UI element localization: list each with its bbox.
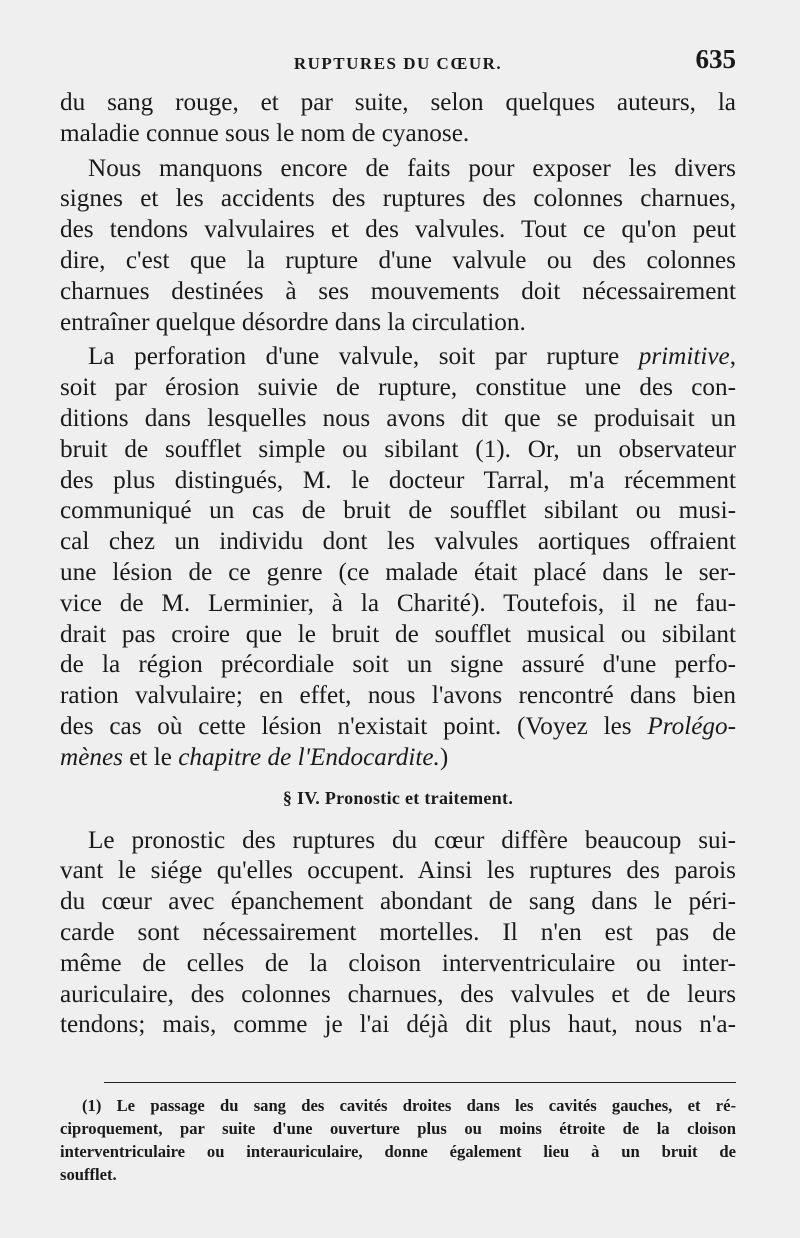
text-line: bruit de soufflet simple ou sibilant (1). Or, un observateur [60,435,736,463]
text-line: maladie connue sous le nom de cyanose. [60,119,470,147]
page-number: 635 [695,44,736,74]
text-line: ditions dans lesquelles nous avons dit que se produisait un [60,404,736,432]
paragraph-1 [60,88,736,150]
text-line: du sang rouge, et par suite, selon quelques auteurs, la [60,89,736,116]
text-line: La perforation d'une valvule, soit par rupture primitive, [88,343,736,371]
text-line: carde sont nécessairement mortelles. Il n'en est pas de [60,918,736,946]
paragraph-3 [60,342,736,773]
text-line: des plus distingués, M. le docteur Tarral, m'a récemment [60,466,736,494]
footnote [60,1094,736,1186]
text-line: auriculaire, des colonnes charnues, des valvules et de leurs [60,980,736,1008]
footnote-line: soufflet. [60,1165,117,1184]
text-line: mènes et le chapitre de l'Endocardite.) [60,743,449,771]
text-line: des cas où cette lésion n'existait point. (Voyez les Prolégo- [60,712,736,740]
text-line: drait pas croire que le bruit de soufflet musical ou sibilant [60,620,736,648]
text-line: Nous manquons encore de faits pour exposer les divers [88,154,736,182]
text-line: entraîner quelque désordre dans la circulation. [60,308,526,336]
body-text [60,88,736,1041]
page-header [60,44,736,84]
footnote-line: interventriculaire ou interauriculaire, donne également lieu à un bruit de [60,1142,736,1161]
paragraph-4 [60,826,736,1042]
text-line: vant le siége qu'elles occupent. Ainsi les ruptures des parois [60,857,736,885]
footnote-line: (1) Le passage du sang des cavités droites dans les cavités gauches, et ré- [82,1096,736,1115]
text-line: soit par érosion suivie de rupture, constitue une des con- [60,374,736,402]
footnote-rule [104,1082,736,1083]
text-line: ration valvulaire; en effet, nous l'avons rencontré dans bien [60,682,736,710]
text-line: communiqué un cas de bruit de soufflet sibilant ou musi- [60,497,736,525]
text-line: signes et les accidents des ruptures des colonnes charnues, [60,185,736,213]
text-line: tendons; mais, comme je l'ai déjà dit plus haut, nous n'a- [60,1011,736,1039]
text-line: vice de M. Lerminier, à la Charité). Toutefois, il ne fau- [60,589,736,617]
text-line: de la région précordiale soit un signe assuré d'une perfo- [60,651,736,679]
text-line: Le pronostic des ruptures du cœur diffère beaucoup sui- [88,826,736,854]
text-line: charnues destinées à ses mouvements doit nécessairement [60,277,736,305]
text-line: du cœur avec épanchement abondant de sang dans le péri- [60,888,736,916]
paragraph-2 [60,154,736,339]
text-line: des tendons valvulaires et des valvules. Tout ce qu'on peut [60,216,736,244]
section-heading: § IV. Pronostic et traitement. [282,787,514,808]
text-line: dire, c'est que la rupture d'une valvule ou des colonnes [60,246,736,274]
text-line: cal chez un individu dont les valvules aortiques offraient [60,528,736,556]
text-line: une lésion de ce genre (ce malade était placé dans le ser- [60,558,736,586]
footnote-line: ciproquement, par suite d'une ouverture plus ou moins étroite de la cloison [60,1119,736,1138]
running-head: RUPTURES DU CŒUR. [293,54,503,73]
text-line: même de celles de la cloison interventriculaire ou inter- [60,949,736,977]
